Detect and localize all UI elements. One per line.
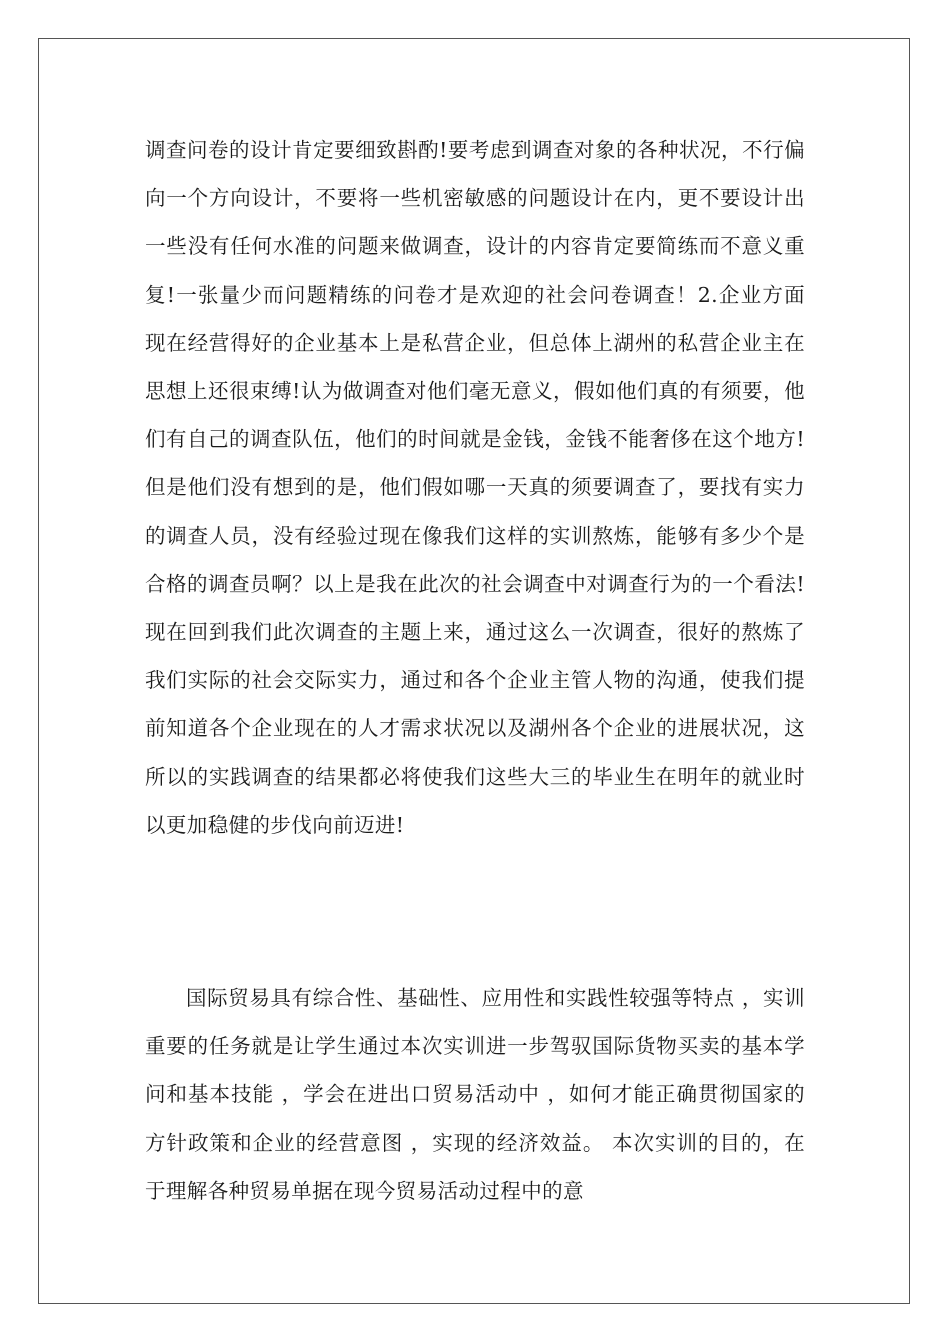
body-paragraph-trade-training: 国际贸易具有综合性、基础性、应用性和实践性较强等特点 ，实训重要的任务就是让学生通过本次实训进一步驾驭国际货物买卖的基本学问和基本技能 ，学会在进出口贸易活动中 ，如何才能正确贯彻国家的方针政策和企业的经营意图 ，实现的经济效益。 本次实训的目的，在于理解各种贸易单据在现今贸易活动过程中的意 [145,986,805,1203]
body-paragraph-survey: 调查问卷的设计肯定要细致斟酌!要考虑到调查对象的各种状况，不行偏向一个方向设计，不要将一些机密敏感的问题设计在内，更不要设计出一些没有任何水准的问题来做调查，设计的内容肯定要简练而不意义重复!一张量少而问题精练的问卷才是欢迎的社会问卷调查！2.企业方面 现在经营得好的企业基本上是私营企业，但总体上湖州的私营企业主在思想上还很束缚!认为做调查对他们毫无意义，假如他们真的有须要，他们有自己的调查队伍，他们的时间就是金钱，金钱不能奢侈在这个地方!但是他们没有想到的是，他们假如哪一天真的须要调查了，要找有实力的调查人员，没有经验过现在像我们这样的实训熬炼，能够有多少个是合格的调查员啊？以上是我在此次的社会调查中对调查行为的一个看法!现在回到我们此次调查的主题上来，通过这么一次调查，很好的熬炼了我们实际的社会交际实力，通过和各个企业主管人物的沟通，使我们提前知道各个企业现在的人才需求状况以及湖州各个企业的进展状况，这所以的实践调查的结果都必将使我们这些大三的毕业生在明年的就业时以更加稳健的步伐向前迈进! [145,138,805,837]
